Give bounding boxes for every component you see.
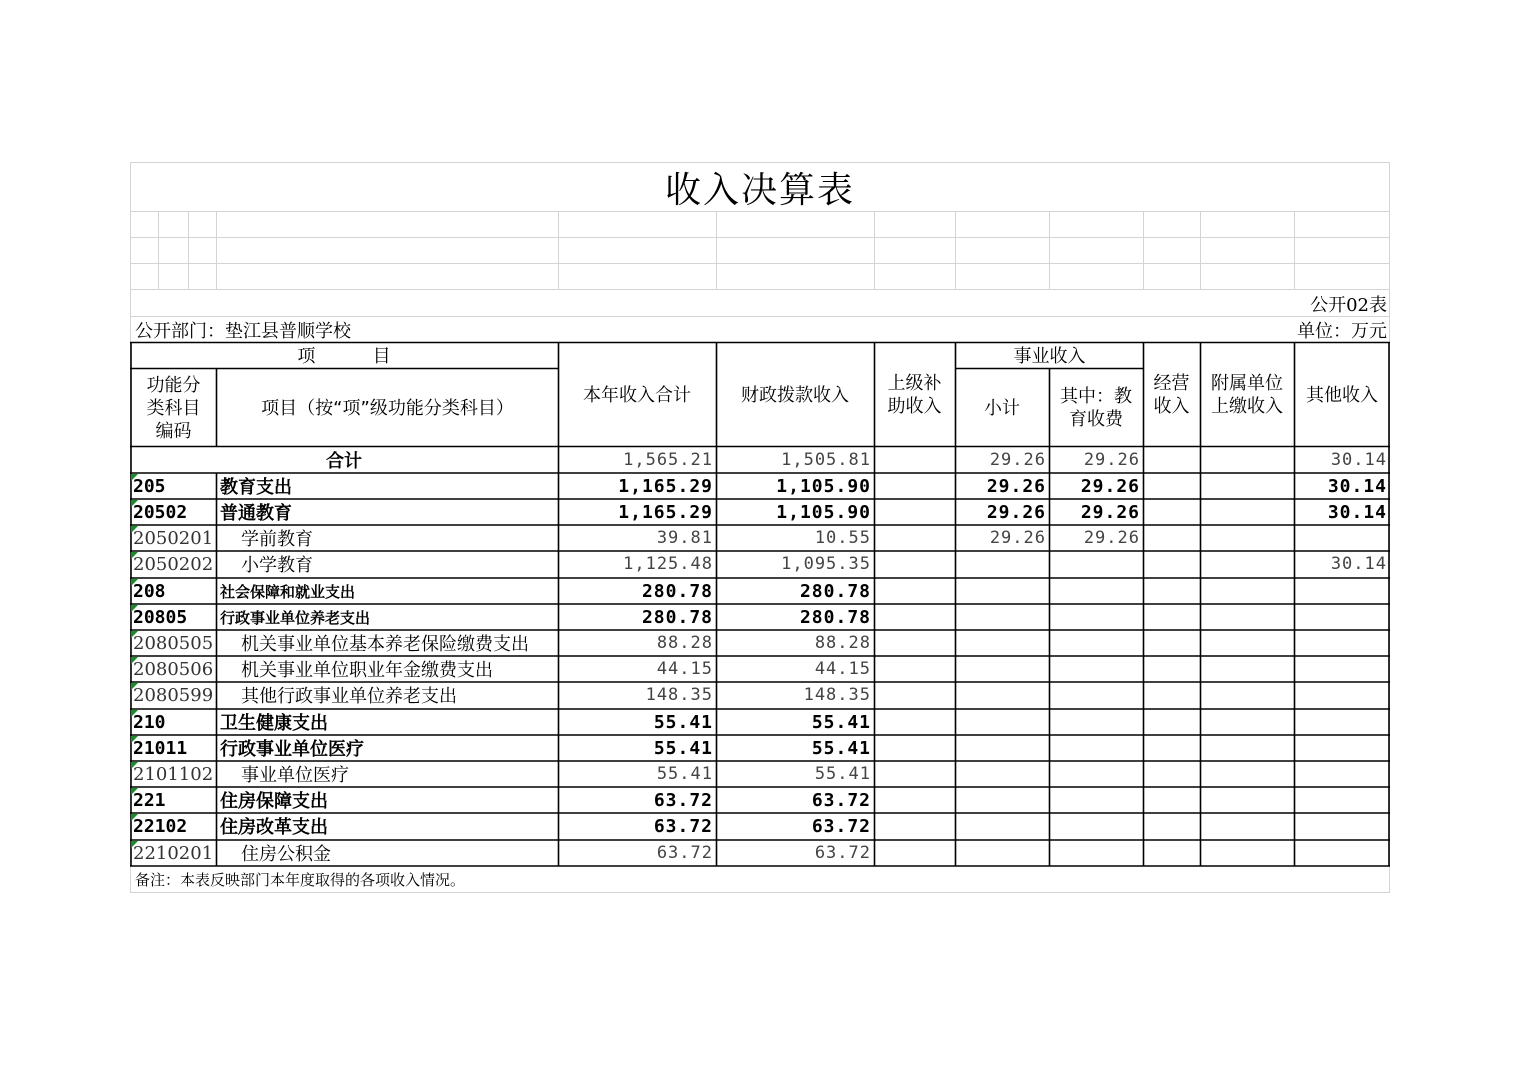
row-other [1294, 761, 1390, 787]
row-superior [874, 630, 955, 656]
row-affiliated [1200, 656, 1294, 682]
row-subtotal [955, 578, 1049, 604]
row-fiscal: 10.55 [814, 528, 871, 548]
row-edu-fee [1049, 630, 1143, 656]
cell-marker [131, 736, 139, 744]
row-total: 1,165.29 [618, 475, 713, 497]
row-operating [1143, 787, 1200, 813]
row-subtotal [955, 630, 1049, 656]
row-superior [874, 682, 955, 708]
cell-marker [131, 841, 139, 849]
row-operating [1143, 761, 1200, 787]
total-row-operating [1143, 447, 1200, 473]
row-fiscal: 280.78 [799, 580, 871, 602]
row-superior [874, 656, 955, 682]
row-fiscal: 55.41 [814, 764, 871, 784]
row-function-code: 2101102 [133, 763, 214, 785]
row-edu-fee [1049, 709, 1143, 735]
header-operating-income: 经营收入 [1153, 373, 1190, 417]
row-subtotal [955, 604, 1049, 630]
row-function-code: 2050201 [133, 527, 214, 549]
row-other [1294, 682, 1390, 708]
row-other: 30.14 [1327, 501, 1387, 523]
row-function-code: 2210201 [133, 842, 214, 864]
cell-marker [131, 579, 139, 587]
row-subtotal: 29.26 [989, 528, 1046, 548]
row-total: 63.72 [656, 843, 713, 863]
header-business-income: 事业收入 [1013, 345, 1086, 367]
header-affiliated-income: 附属单位上缴收入 [1211, 373, 1283, 417]
cell-marker [131, 552, 139, 560]
row-affiliated [1200, 499, 1294, 525]
cell-marker [131, 605, 139, 613]
total-row-fiscal: 1,505.81 [781, 450, 871, 470]
row-superior [874, 787, 955, 813]
cell-marker-icon [131, 579, 138, 586]
row-total: 63.72 [653, 789, 713, 811]
row-fiscal: 63.72 [811, 815, 871, 837]
cell-marker-icon [131, 736, 138, 743]
row-subtotal [955, 551, 1049, 577]
total-row-superior [874, 447, 955, 473]
row-total: 148.35 [645, 685, 713, 705]
row-subtotal: 29.26 [986, 501, 1046, 523]
row-other [1294, 813, 1390, 839]
row-operating [1143, 473, 1200, 499]
row-operating [1143, 682, 1200, 708]
row-item-name: 小学教育 [241, 555, 313, 576]
income-final-account-sheet [130, 162, 1390, 893]
row-item-name: 教育支出 [220, 477, 292, 498]
row-edu-fee: 29.26 [1083, 528, 1140, 548]
row-fiscal: 55.41 [811, 711, 871, 733]
cell-marker-icon [131, 474, 138, 481]
row-other [1294, 525, 1390, 551]
row-edu-fee [1049, 735, 1143, 761]
header-item-name: 项目（按“项”级功能分类科目） [261, 397, 514, 419]
row-operating [1143, 499, 1200, 525]
cell-marker [131, 500, 139, 508]
form-number: 公开02表 [1310, 294, 1387, 316]
row-superior [874, 761, 955, 787]
row-affiliated [1200, 630, 1294, 656]
total-row-affiliated [1200, 447, 1294, 473]
cell-marker-icon [131, 788, 138, 795]
row-function-code: 2080599 [133, 684, 214, 706]
row-function-code: 22102 [133, 815, 188, 837]
row-edu-fee [1049, 578, 1143, 604]
cell-marker-icon [131, 552, 138, 559]
row-affiliated [1200, 682, 1294, 708]
page-title: 收入决算表 [664, 169, 855, 211]
row-other [1294, 735, 1390, 761]
row-subtotal [955, 709, 1049, 735]
row-edu-fee: 29.26 [1080, 475, 1140, 497]
row-superior [874, 578, 955, 604]
row-other [1294, 709, 1390, 735]
row-item-name: 事业单位医疗 [241, 765, 349, 786]
row-item-name: 卫生健康支出 [220, 713, 328, 734]
header-fiscal-income: 财政拨款收入 [741, 384, 849, 406]
row-operating [1143, 735, 1200, 761]
row-affiliated [1200, 525, 1294, 551]
row-function-code: 2080506 [133, 658, 214, 680]
row-item-name: 行政事业单位医疗 [220, 739, 364, 760]
row-total: 280.78 [641, 580, 713, 602]
row-function-code: 20805 [133, 606, 188, 628]
row-total: 55.41 [653, 737, 713, 759]
row-function-code: 20502 [133, 501, 188, 523]
row-function-code: 21011 [133, 737, 188, 759]
header-business-subtotal: 小计 [984, 397, 1020, 419]
cell-marker [131, 683, 139, 691]
row-function-code: 210 [133, 711, 166, 733]
row-item-name: 学前教育 [241, 529, 313, 550]
unit-label: 单位：万元 [1297, 321, 1387, 342]
row-operating [1143, 656, 1200, 682]
cell-marker [131, 814, 139, 822]
row-other: 30.14 [1327, 475, 1387, 497]
row-fiscal: 88.28 [814, 633, 871, 653]
row-other [1294, 578, 1390, 604]
row-edu-fee [1049, 551, 1143, 577]
row-other [1294, 630, 1390, 656]
total-row-other: 30.14 [1330, 450, 1387, 470]
row-affiliated [1200, 551, 1294, 577]
row-operating [1143, 813, 1200, 839]
row-edu-fee [1049, 787, 1143, 813]
row-edu-fee [1049, 656, 1143, 682]
cell-marker [131, 526, 139, 534]
row-function-code: 221 [133, 789, 166, 811]
row-fiscal: 280.78 [799, 606, 871, 628]
row-affiliated [1200, 787, 1294, 813]
cell-marker-icon [131, 762, 138, 769]
row-subtotal [955, 813, 1049, 839]
cell-marker [131, 762, 139, 770]
total-row-total: 1,565.21 [623, 450, 713, 470]
row-total: 1,125.48 [623, 554, 713, 574]
row-fiscal: 148.35 [803, 685, 871, 705]
row-operating [1143, 578, 1200, 604]
row-operating [1143, 840, 1200, 866]
row-fiscal: 44.15 [814, 659, 871, 679]
row-fiscal: 1,105.90 [776, 501, 871, 523]
row-affiliated [1200, 761, 1294, 787]
row-operating [1143, 604, 1200, 630]
cell-marker-icon [131, 526, 138, 533]
row-function-code: 2050202 [133, 553, 214, 575]
row-edu-fee [1049, 840, 1143, 866]
cell-marker [131, 657, 139, 665]
cell-marker [131, 631, 139, 639]
row-superior [874, 709, 955, 735]
row-other [1294, 840, 1390, 866]
row-affiliated [1200, 813, 1294, 839]
row-affiliated [1200, 473, 1294, 499]
row-subtotal: 29.26 [986, 475, 1046, 497]
header-superior-subsidy: 上级补助收入 [887, 373, 942, 417]
cell-marker [131, 788, 139, 796]
row-edu-fee [1049, 813, 1143, 839]
header-other-income: 其他收入 [1306, 384, 1378, 406]
row-item-name: 机关事业单位基本养老保险缴费支出 [241, 634, 529, 655]
row-fiscal: 1,095.35 [781, 554, 871, 574]
row-subtotal [955, 735, 1049, 761]
cell-marker [131, 474, 139, 482]
row-total: 63.72 [653, 815, 713, 837]
row-item-name: 住房公积金 [241, 844, 331, 865]
row-affiliated [1200, 735, 1294, 761]
header-education-fee: 其中：教育收费 [1060, 386, 1132, 430]
row-subtotal [955, 787, 1049, 813]
row-item-name: 其他行政事业单位养老支出 [241, 686, 457, 707]
row-total: 39.81 [656, 528, 713, 548]
cell-marker-icon [131, 657, 138, 664]
row-operating [1143, 525, 1200, 551]
row-item-name: 行政事业单位养老支出 [220, 608, 371, 627]
header-total-income: 本年收入合计 [583, 384, 691, 406]
cell-marker-icon [131, 683, 138, 690]
cell-marker-icon [131, 631, 138, 638]
row-affiliated [1200, 840, 1294, 866]
row-affiliated [1200, 604, 1294, 630]
row-edu-fee [1049, 761, 1143, 787]
cell-marker-icon [131, 605, 138, 612]
row-fiscal: 63.72 [814, 843, 871, 863]
row-subtotal [955, 656, 1049, 682]
row-item-name: 机关事业单位职业年金缴费支出 [241, 660, 493, 681]
total-row-label: 合计 [326, 451, 362, 472]
row-operating [1143, 551, 1200, 577]
row-superior [874, 499, 955, 525]
row-edu-fee [1049, 682, 1143, 708]
row-total: 44.15 [656, 659, 713, 679]
row-item-name: 社会保障和就业支出 [220, 582, 356, 601]
row-affiliated [1200, 578, 1294, 604]
total-row-subtotal: 29.26 [989, 450, 1046, 470]
row-total: 1,165.29 [618, 501, 713, 523]
row-total: 280.78 [641, 606, 713, 628]
row-function-code: 205 [133, 475, 166, 497]
row-superior [874, 813, 955, 839]
row-subtotal [955, 761, 1049, 787]
row-superior [874, 525, 955, 551]
header-func-code: 功能分类科目编码 [146, 374, 201, 442]
row-operating [1143, 630, 1200, 656]
row-item-name: 住房改革支出 [220, 817, 328, 838]
row-function-code: 2080505 [133, 632, 214, 654]
row-other [1294, 787, 1390, 813]
row-item-name: 普通教育 [220, 503, 292, 524]
cell-marker-icon [131, 814, 138, 821]
row-fiscal: 1,105.90 [776, 475, 871, 497]
row-edu-fee: 29.26 [1080, 501, 1140, 523]
footnote: 备注：本表反映部门本年度取得的各项收入情况。 [135, 871, 466, 889]
cell-marker-icon [131, 710, 138, 717]
row-edu-fee [1049, 604, 1143, 630]
row-other [1294, 656, 1390, 682]
department-label: 公开部门：垫江县普顺学校 [135, 321, 351, 342]
row-total: 55.41 [656, 764, 713, 784]
row-superior [874, 840, 955, 866]
row-total: 88.28 [656, 633, 713, 653]
row-function-code: 208 [133, 580, 166, 602]
cell-marker-icon [131, 500, 138, 507]
row-subtotal [955, 682, 1049, 708]
row-fiscal: 63.72 [811, 789, 871, 811]
row-superior [874, 473, 955, 499]
row-superior [874, 604, 955, 630]
row-superior [874, 735, 955, 761]
row-item-name: 住房保障支出 [220, 791, 328, 812]
row-affiliated [1200, 709, 1294, 735]
row-total: 55.41 [653, 711, 713, 733]
row-superior [874, 551, 955, 577]
row-other [1294, 604, 1390, 630]
row-other: 30.14 [1330, 554, 1387, 574]
row-subtotal [955, 840, 1049, 866]
row-fiscal: 55.41 [811, 737, 871, 759]
total-row-edu-fee: 29.26 [1083, 450, 1140, 470]
row-operating [1143, 709, 1200, 735]
cell-marker [131, 710, 139, 718]
header-item-group: 项 目 [297, 345, 391, 367]
cell-marker-icon [131, 841, 138, 848]
